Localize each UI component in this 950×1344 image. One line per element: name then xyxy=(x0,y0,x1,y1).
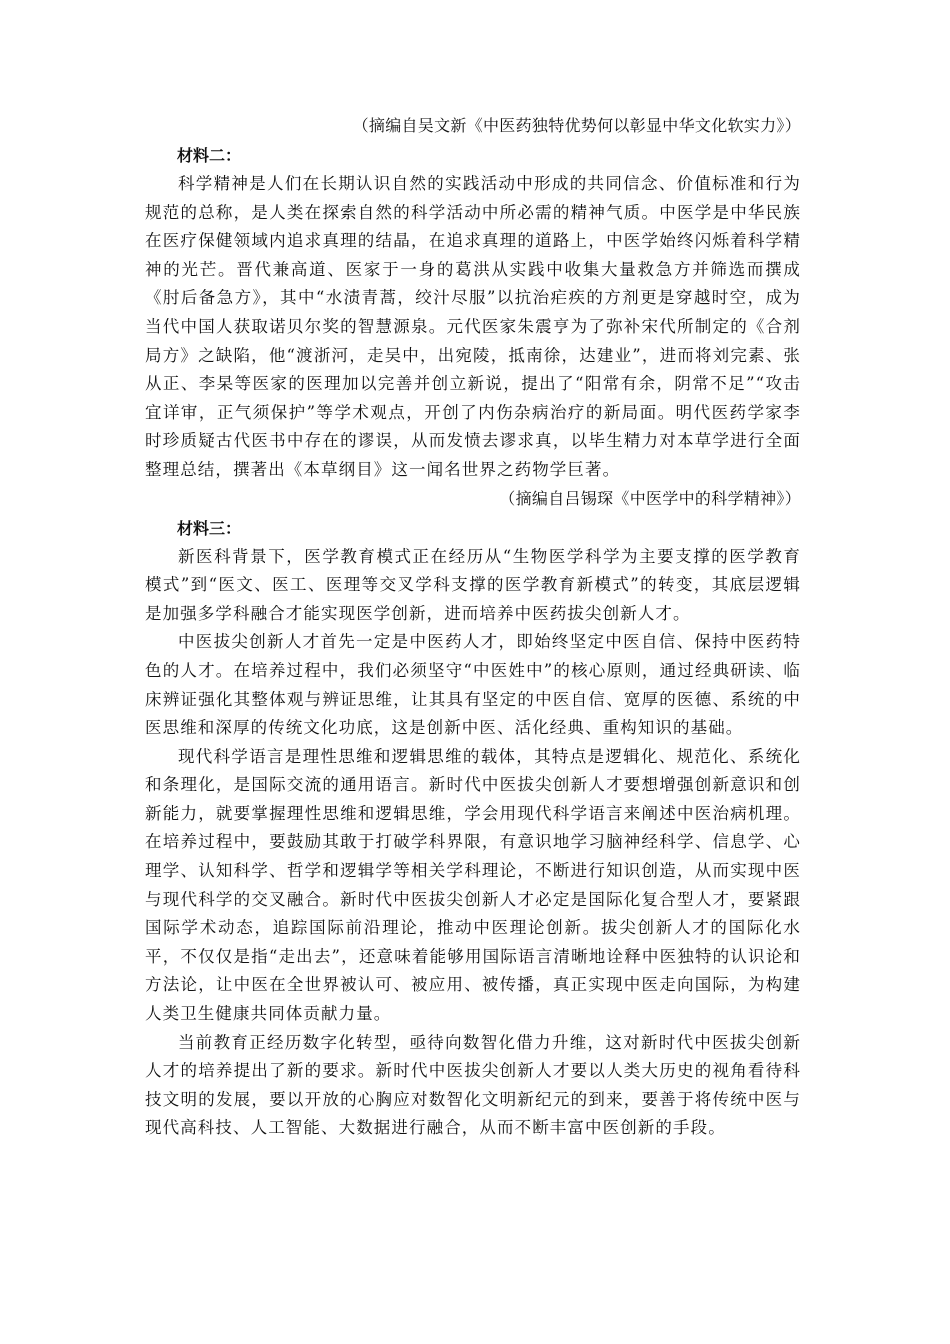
material-2-paragraph-1: 科学精神是人们在长期认识自然的实践活动中形成的共同信念、价值标准和行为规范的总称，是人类在探索自然的科学活动中所必需的精神气质。中医学是中华民族在医疗保健领域内追求真理的结晶，在追求真理的道路上，中医学始终闪烁着科学精神的光芒。晋代兼高道、医家于一身的葛洪从实践中收集大量救急方并筛选而撰成《肘后备急方》，其中“水渍青蒿，绞汁尽服”以抗治疟疾的方剂更是穿越时空，成为当代中国人获取诺贝尔奖的智慧源泉。元代医家朱震亨为了弥补宋代所制定的《合剂局方》之缺陷，他“渡浙河，走吴中，出宛陵，抵南徐，达建业”，进而将刘完素、张从正、李杲等医家的医理加以完善并创立新说，提出了“阳常有余，阴常不足”“攻击宜详审，正气须保护”等学术观点，开创了内伤杂病治疗的新局面。明代医药学家李时珍质疑古代医书中存在的谬误，从而发愤去谬求真，以毕生精力对本草学进行全面整理总结，撰著出《本草纲目》这一闻名世界之药物学巨著。 xyxy=(145,174,801,479)
material-3-paragraph-1: 新医科背景下，医学教育模式正在经历从“生物医学科学为主要支撑的医学教育模式”到“医文、医工、医理等交叉学科支撑的医学教育新模式”的转变，其底层逻辑是加强多学科融合才能实现医学创新，进而培养中医药拔尖创新人才。 xyxy=(145,546,801,623)
source-citation-1: （摘编自吴文新《中医药独特优势何以彰显中华文化软实力》） xyxy=(352,116,801,135)
material-3-paragraph-4: 当前教育正经历数字化转型，亟待向数智化借力升维，这对新时代中医拔尖创新人才的培养提出了新的要求。新时代中医拔尖创新人才要以人类大历史的视角看待科技文明的发展，要以开放的心胸应对数智化文明新纪元的到来，要善于将传统中医与现代高科技、人工智能、大数据进行融合，从而不断丰富中医创新的手段。 xyxy=(145,1032,801,1138)
material-3-paragraph-3: 现代科学语言是理性思维和逻辑思维的载体，其特点是逻辑化、规范化、系统化和条理化，是国际交流的通用语言。新时代中医拔尖创新人才要想增强创新意识和创新能力，就要掌握理性思维和逻辑思维，学会用现代科学语言来阐述中医治病机理。在培养过程中，要鼓励其敢于打破学科界限，有意识地学习脑神经科学、信息学、心理学、认知科学、哲学和逻辑学等相关学科理论，不断进行知识创造，从而实现中医与现代科学的交叉融合。新时代中医拔尖创新人才必定是国际化复合型人才，要紧跟国际学术动态，追踪国际前沿理论，推动中医理论创新。拔尖创新人才的国际化水平，不仅仅是指“走出去”，还意味着能够用国际语言清晰地诠释中医独特的认识论和方法论，让中医在全世界被认可、被应用、被传播，真正实现中医走向国际，为构建人类卫生健康共同体贡献力量。 xyxy=(145,746,801,1024)
source-citation-2: （摘编自吕锡琛《中医学中的科学精神》） xyxy=(499,488,801,508)
document-page xyxy=(145,112,801,1143)
material-3-paragraph-2: 中医拔尖创新人才首先一定是中医药人才，即始终坚定中医自信、保持中医药特色的人才。在培养过程中，我们必须坚守“中医姓中”的核心原则，通过经典研读、临床辨证强化其整体观与辨证思维，让其具有坚定的中医自信、宽厚的医德、系统的中医思维和深厚的传统文化功底，这是创新中医、活化经典、重构知识的基础。 xyxy=(145,632,801,738)
material-2-heading: 材料二： xyxy=(177,146,242,165)
material-3-heading: 材料三： xyxy=(177,518,242,538)
